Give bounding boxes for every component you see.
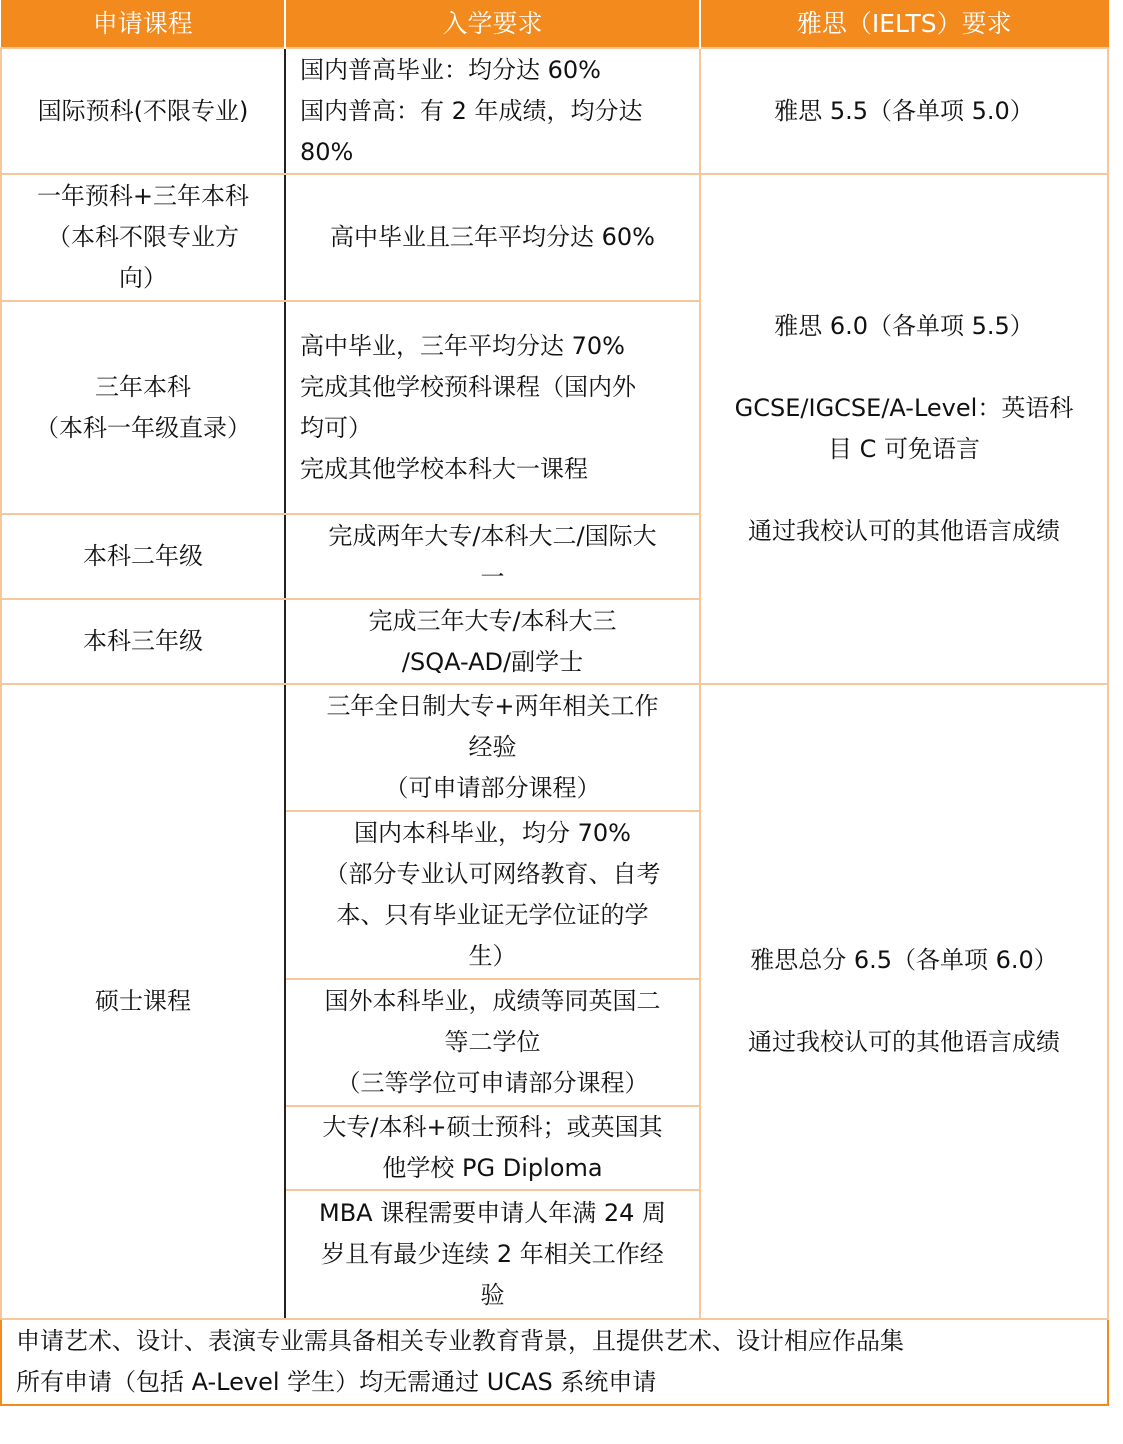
requirements-cell <box>285 599 700 684</box>
requirement-line: （可申请部分课程） <box>384 774 601 802</box>
requirement-line: MBA 课程需要申请人年满 24 周 <box>318 1199 666 1227</box>
ielts-alternative: 通过我校认可的其他语言成绩 <box>748 1028 1060 1056</box>
requirement-line: 完成其他学校预科课程（国内外 <box>300 372 636 401</box>
program-name: （本科不限专业方 <box>47 223 239 251</box>
table-row <box>1 48 1108 174</box>
requirement-line: 完成两年大专/本科大二/国际大 <box>328 521 657 550</box>
notes-cell <box>1 1319 1108 1405</box>
header-ielts: 雅思（IELTS）要求 <box>700 1 1108 49</box>
requirement-line: 岁且有最少连续 2 年相关工作经 <box>321 1240 664 1268</box>
requirements-cell <box>285 174 700 301</box>
requirements-cell <box>285 811 700 979</box>
notes-row <box>1 1319 1108 1405</box>
program-name: 本科二年级 <box>83 542 203 570</box>
requirement-line: 均可） <box>300 413 372 442</box>
requirement-line: 三年全日制大专+两年相关工作 <box>326 692 659 720</box>
requirements-cell <box>285 301 700 514</box>
header-requirements: 入学要求 <box>285 1 700 49</box>
requirement-line: 生） <box>468 942 517 970</box>
ielts-cell-masters <box>700 684 1108 1319</box>
requirement-line: 高中毕业，三年平均分达 70% <box>300 331 625 360</box>
requirement-line: （部分专业认可网络教育、自考 <box>324 860 661 888</box>
program-cell-masters <box>1 684 285 1319</box>
program-cell <box>1 301 285 514</box>
header-program: 申请课程 <box>1 1 285 49</box>
program-cell <box>1 48 285 174</box>
requirement-line: 完成三年大专/本科大三 <box>368 606 617 635</box>
requirement-line: 验 <box>480 1281 505 1309</box>
requirements-cell <box>285 1106 700 1190</box>
ielts-score: 雅思总分 6.5（各单项 6.0） <box>750 946 1058 974</box>
program-name: 三年本科 <box>95 372 191 401</box>
requirement-line: /SQA-AD/副学士 <box>401 647 584 676</box>
requirement-line: 完成其他学校本科大一课程 <box>300 454 588 483</box>
requirements-cell <box>285 514 700 599</box>
table-row <box>1 174 1108 301</box>
requirement-line: 高中毕业且三年平均分达 60% <box>330 223 655 251</box>
note-line: 所有申请（包括 A-Level 学生）均无需通过 UCAS 系统申请 <box>16 1368 657 1396</box>
note-line: 申请艺术、设计、表演专业需具备相关专业教育背景，且提供艺术、设计相应作品集 <box>16 1327 904 1355</box>
program-cell <box>1 174 285 301</box>
table-row <box>1 684 1108 811</box>
requirements-cell <box>285 684 700 811</box>
requirement-line: 80% <box>300 137 354 166</box>
requirements-cell <box>285 48 700 174</box>
ielts-cell-undergraduate <box>700 174 1108 684</box>
requirement-line: 一 <box>480 562 505 591</box>
ielts-score: 雅思 6.0（各单项 5.5） <box>774 312 1034 340</box>
requirement-line: 国内本科毕业，均分 70% <box>354 819 631 847</box>
requirement-line: 他学校 PG Diploma <box>382 1154 603 1182</box>
table-header-row <box>1 1 1108 49</box>
requirement-line: 大专/本科+硕士预科；或英国其 <box>322 1113 663 1141</box>
program-name: 硕士课程 <box>95 987 191 1015</box>
ielts-alternative: GCSE/IGCSE/A-Level：英语科 <box>734 394 1074 422</box>
requirement-line: 等二学位 <box>444 1028 541 1056</box>
requirement-line: （三等学位可申请部分课程） <box>336 1069 649 1097</box>
program-name: 国际预科(不限专业) <box>37 96 249 125</box>
requirements-cell <box>285 979 700 1106</box>
ielts-score: 雅思 5.5（各单项 5.0） <box>774 96 1034 125</box>
ielts-alternative: 目 C 可免语言 <box>827 435 980 463</box>
requirement-line: 本、只有毕业证无学位证的学 <box>336 901 649 929</box>
program-name: （本科一年级直录） <box>35 413 251 442</box>
requirement-line: 国外本科毕业，成绩等同英国二 <box>324 987 661 1015</box>
ielts-cell <box>700 48 1108 174</box>
program-cell <box>1 599 285 684</box>
program-name: 向） <box>119 264 167 292</box>
requirement-line: 经验 <box>468 733 517 761</box>
requirement-line: 国内普高毕业：均分达 60% <box>300 55 601 84</box>
program-cell <box>1 514 285 599</box>
program-name: 本科三年级 <box>83 627 203 655</box>
program-name: 一年预科+三年本科 <box>36 182 250 210</box>
requirement-line: 国内普高：有 2 年成绩，均分达 <box>300 96 643 125</box>
ielts-alternative: 通过我校认可的其他语言成绩 <box>748 517 1060 545</box>
requirements-cell <box>285 1190 700 1319</box>
